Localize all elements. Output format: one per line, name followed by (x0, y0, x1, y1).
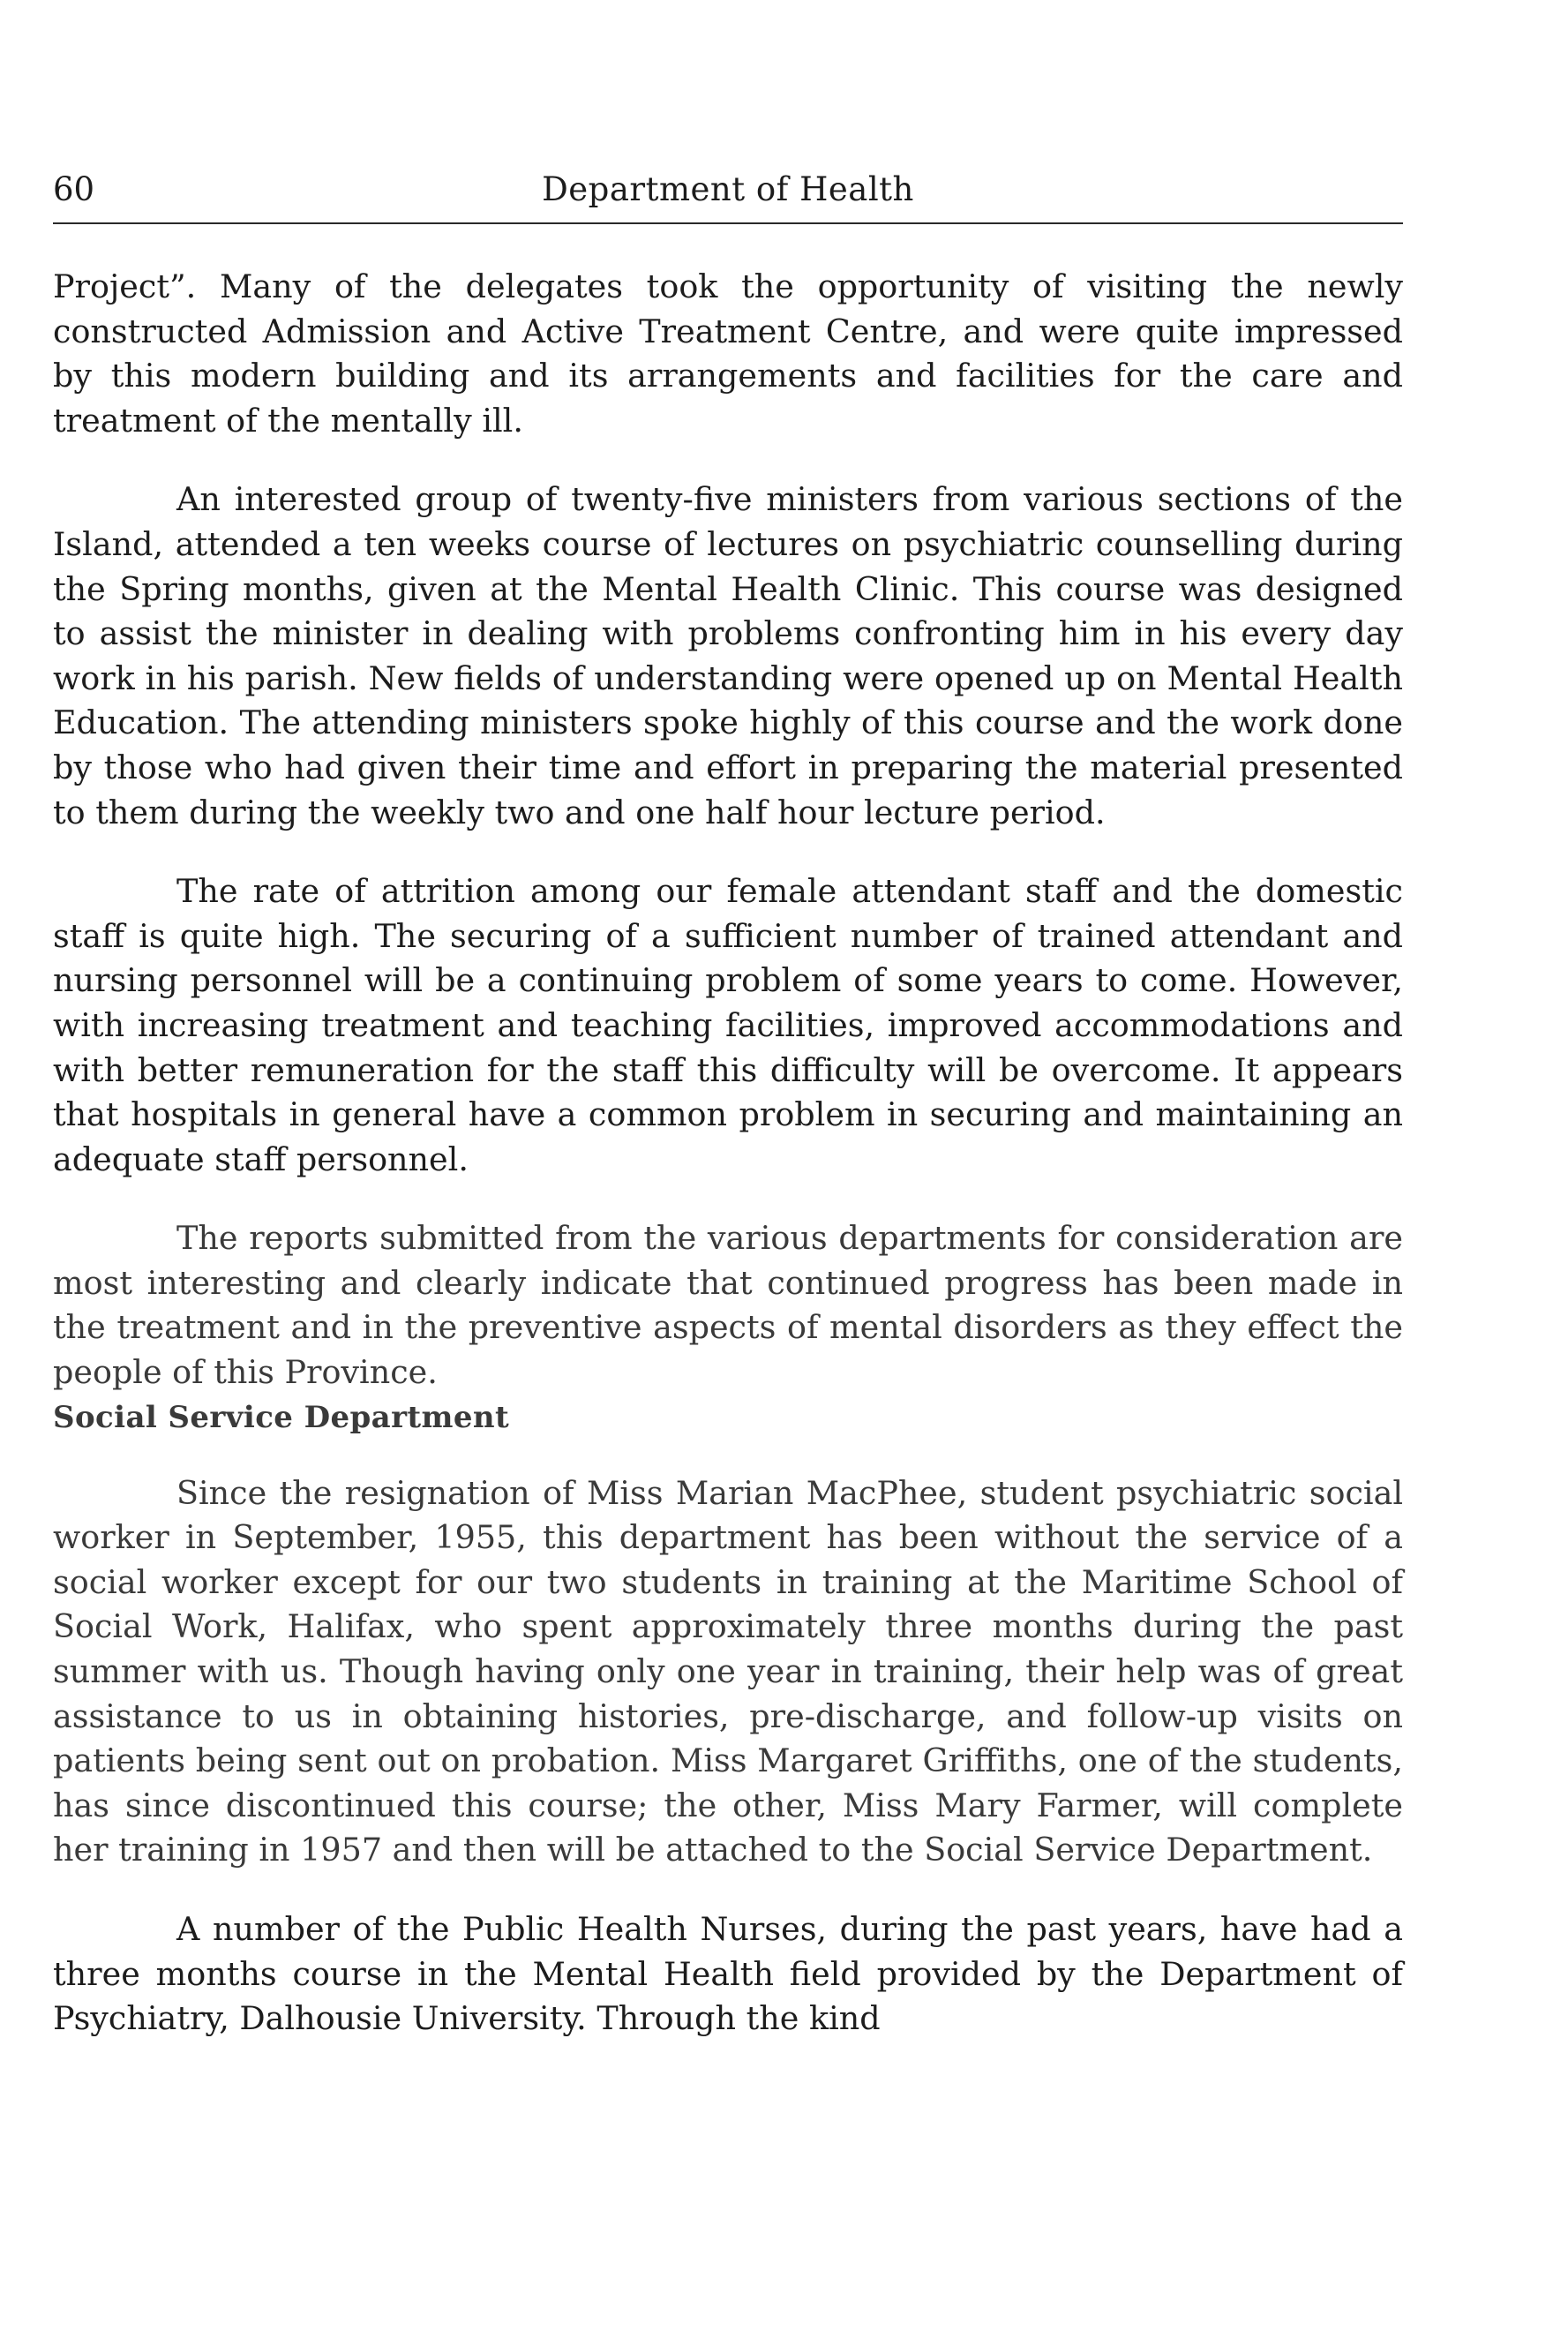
header-title: Department of Health (542, 170, 914, 208)
body-text (53, 265, 1403, 2042)
running-header (53, 168, 1403, 224)
paragraph-continued-project: Project”. Many of the delegates took the opportunity of visiting the newly constructed Admission and Active Treatment Centre, and were quite impressed by this modern building and its arrangements and facilities for the care and treatment of the mentally ill. (53, 267, 1403, 440)
section-heading-social-service: Social Service Department (53, 1399, 510, 1435)
page-number: 60 (53, 170, 95, 208)
paragraph-ministers-course: An interested group of twenty-five ministers from various sections of the Island, attended a ten weeks course of lectures on psychiatric counselling during the Spring months, given at the Mental Health Clinic. This course was designed to assist the minister in dealing with problems confronting him in his every day work in his parish. New fields of understanding were opened up on Mental Health Education. The attending ministers spoke highly of this course and the work done by those who had given their time and effort in preparing the material presented to them during the weekly two and one half hour lecture period. (53, 480, 1403, 831)
paragraph-public-health-nurses: A number of the Public Health Nurses, during the past years, have had a three months course in the Mental Health field provided by the Department of Psychiatry, Dalhousie University. Through the kind (53, 1910, 1403, 2038)
paragraph-staff-attrition: The rate of attrition among our female attendant staff and the domestic staff is quite high. The securing of a sufficient number of trained attendant and nursing personnel will be a continuing problem of some years to come. However, with increasing treatment and teaching facilities, improved accommodations and with better remuneration for the staff this difficulty will be overcome. It appears that hospitals in general have a common problem in securing and maintaining an adequate staff personnel. (53, 872, 1403, 1178)
paragraph-social-worker-resignation: Since the resignation of Miss Marian MacPhee, student psychiatric social worker in September, 1955, this department has been without the service of a social worker except for our two students in training at the Maritime School of Social Work, Halifax, who spent approximately three months during the past summer with us. Though having only one year in training, their help was of great assistance to us in obtaining histories, pre-discharge, and follow-up visits on patients being sent out on probation. Miss Margaret Griffiths, one of the students, has since discontinued this course; the other, Miss Mary Farmer, will complete her training in 1957 and then will be attached to the Social Service Department. (53, 1473, 1403, 1869)
paragraph-department-reports: The reports submitted from the various departments for consideration are most interesting and clearly indicate that continued progress has been made in the treatment and in the preventive aspects of mental disorders as they effect the people of this Province. (53, 1219, 1403, 1392)
document-page (53, 168, 1403, 2076)
